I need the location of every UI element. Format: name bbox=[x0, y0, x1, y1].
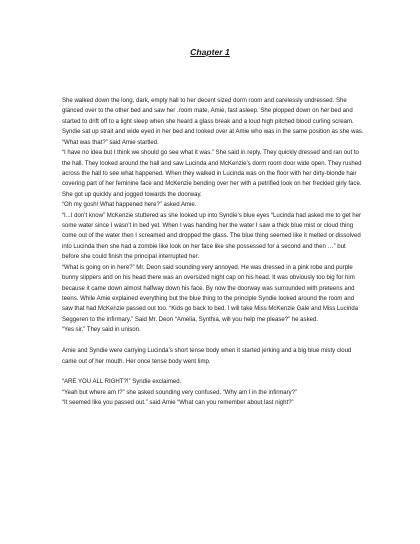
chapter-body bbox=[62, 96, 364, 409]
chapter-title: Chapter 1 bbox=[190, 47, 230, 57]
paragraph: “Yes sir.” They said in unison. bbox=[62, 327, 141, 334]
paragraph: Amie and Syndie were carrying Lucinda’s short tense body when it started jerking and a big blue misty cloud came out of her mouth. Her once tense body went limp. bbox=[62, 348, 352, 365]
paragraph: “Oh my gosh! What happened here?” asked Amie. bbox=[62, 202, 197, 209]
paragraph: “Yeah but where am I?” she asked sounding very confused. “Why am I in the infirmary?” bbox=[62, 389, 298, 396]
paragraph: “I...I don’t know” McKenzie stuttered as she looked up into Syndie’s blue eyes “Lucinda had asked me to get her some water since I wasn’t in bed yet. When I was handing her the water I saw a thick blue mist or cloud thing come out of the water then I screamed and dropped the glass. The blue thing seemed like it melted or dissolved into Lucinda then she had a zombie like look on her face like she possessed for a second and then …” but before she could finish the principal interrupted her. bbox=[62, 212, 362, 261]
paragraph: “What is going on in here?” Mr. Deon said sounding very annoyed. He was dressed in a pink robe and purple bunny slippers and on his head there was an oversized night cap on his head. It was obviously too big for him because it came down almost halfway down his face. By now the doorway was surrounded with preteens and teens. While Amie explained everything but the blue thing to the principle Syndie looked around the room and saw that had McKenzie passed out too. “Kids go back to bed. I will take Miss McKenzie Gale and Miss Lucinda Seggeren to the infirmary.” Said Mr. Deon “Amelia, Synthia, will you help me please?” he asked. bbox=[62, 264, 359, 323]
paragraph: “What was that?” said Amie startled. bbox=[62, 139, 159, 146]
paragraph: “I have no idea but I think we should go see what it was.” She said in reply. They quickly dressed and ran out to the hall. They looked around the hall and saw Lucinda and McKenzie’s dorm room door wide open. They rushed across the hall to see what happened. When they walked in Lucinda was on the floor with her dirty-blonde hair covering part of her feminine face and McKenzie bending over her with a petrified look on her freckled girly face. She got up quickly and jogged towards the doorway. bbox=[62, 150, 362, 198]
paragraph: She walked down the long, dark, empty hall to her decent sized dorm room and carelessly undressed. She glanced over to the other bed and saw her .room mate, Amie, fast asleep. She plopped down on her bed and started to drift off to a light sleep when she heard a glass break and a loud high pitched blood curling scream. Syndie sat up strait and wide eyed in her bed and looked over at Amie who was in the same position as she was. bbox=[62, 98, 364, 136]
paragraph: “ARE YOU ALL RIGHT?!” Syndie exclaimed. bbox=[62, 379, 182, 386]
paragraph: “It seemed like you passed out.” said Amie “What can you remember about last night?” bbox=[62, 400, 294, 407]
